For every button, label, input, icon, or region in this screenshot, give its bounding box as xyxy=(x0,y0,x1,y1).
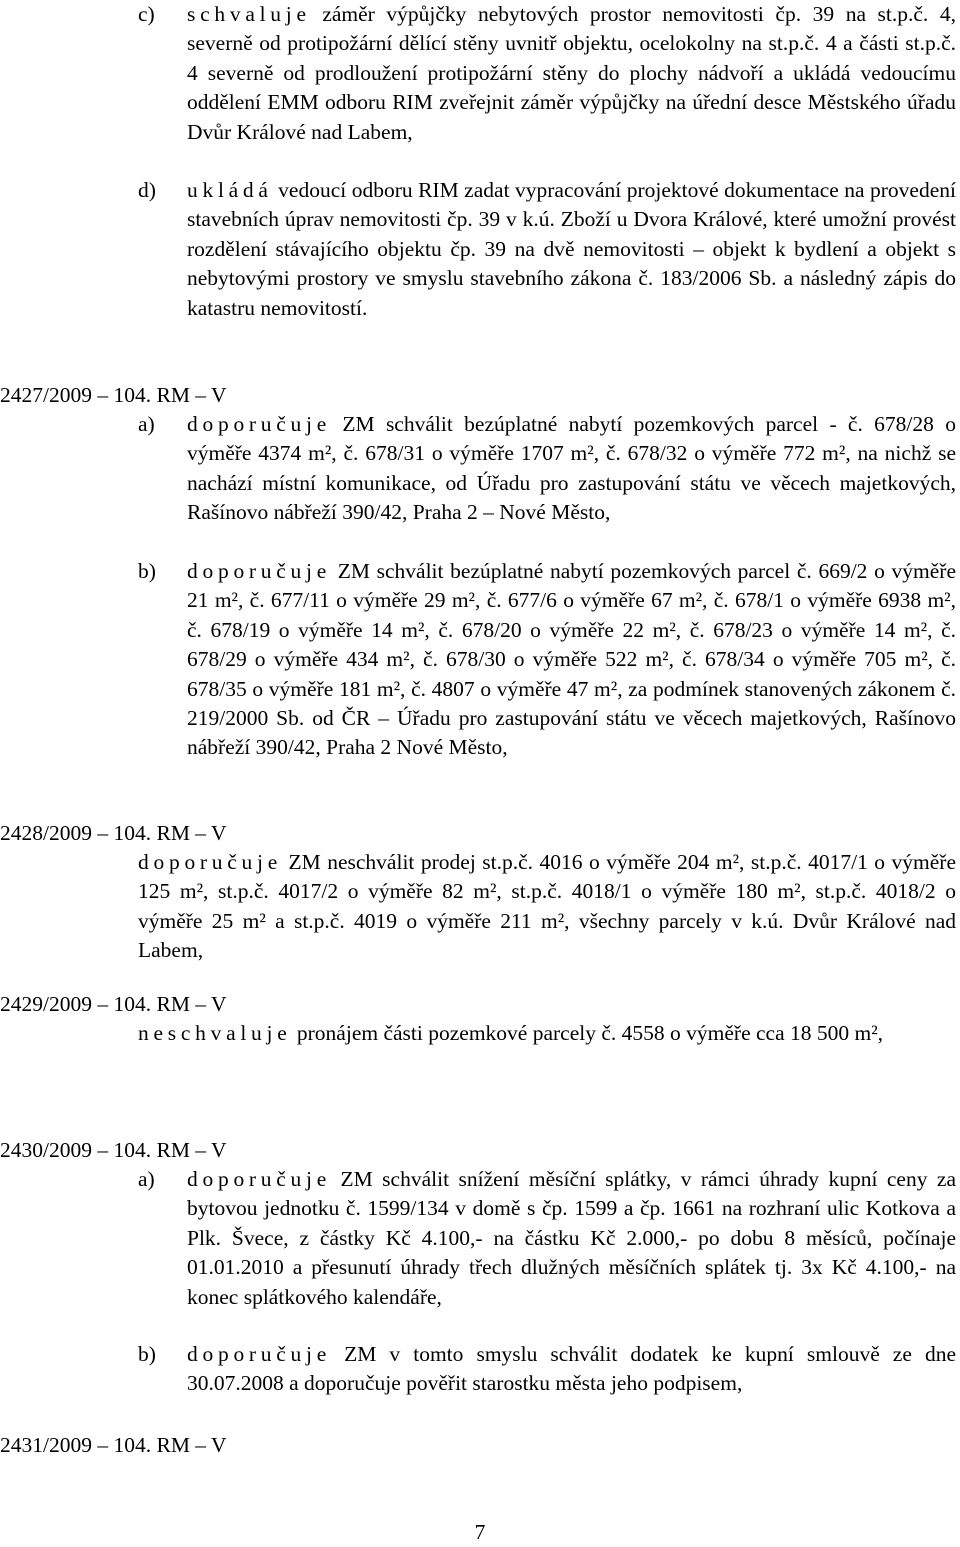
resolution-body-2429 xyxy=(138,1019,956,1048)
item-text: ZM schválit bezúplatné nabytí pozemkových parcel - č. 678/28 o výměře 4374 m², č. 678/31 o výměře 1707 m², č. 678/32 o výměře 772 m², na nichž se nachází místní komunikace, od Úřadu pro zastupování státu ve věcech majetkových, Rašínovo nábřeží 390/42, Praha 2 – Nové Město, xyxy=(187,412,956,525)
item-body xyxy=(187,1165,956,1312)
item-body xyxy=(187,557,956,763)
resolution-header-2428: 2428/2009 – 104. RM – V xyxy=(0,821,227,845)
resolution-header-2429: 2429/2009 – 104. RM – V xyxy=(0,992,227,1016)
item-letter: d) xyxy=(138,178,156,202)
keyword: neschvaluje xyxy=(138,1021,292,1045)
keyword: doporučuje xyxy=(138,850,283,874)
item-text: pronájem části pozemkové parcely č. 4558 o výměře cca 18 500 m², xyxy=(291,1021,884,1045)
item-text: ZM schválit bezúplatné nabytí pozemkových parcel č. 669/2 o výměře 21 m², č. 677/11 o výměře 29 m², č. 677/6 o výměře 67 m², č. 678/1 o výměře 6938 m², č. 678/19 o výměře 14 m², č. 678/20 o výměře 22 m², č. 678/23 o výměře 14 m², č. 678/29 o výměře 434 m², č. 678/30 o výměře 522 m², č. 678/34 o výměře 705 m², č. 678/35 o výměře 181 m², č. 4807 o výměře 47 m², za podmínek stanovených zákonem č. 219/2000 Sb. od ČR – Úřadu pro zastupování státu ve věcech majetkových, Rašínovo nábřeží 390/42, Praha 2 Nové Město, xyxy=(187,559,956,760)
resolution-item-d xyxy=(138,176,956,323)
item-letter: c) xyxy=(138,2,155,26)
resolution-item-2427-b xyxy=(138,557,956,763)
item-text: ZM schválit snížení měsíční splátky, v rámci úhrady kupní ceny za bytovou jednotku č. 1599/134 v domě s čp. 1599 a čp. 1661 na rozhraní ulic Kotkova a Plk. Švece, z částky Kč 4.100,- na částku Kč 2.000,- po dobu 8 měsíců, počínaje 01.01.2010 a přesunutí úhrady třech dlužných měsíčních splátek tj. 3x Kč 4.100,- na konec splátkového kalendáře, xyxy=(187,1167,956,1309)
item-body xyxy=(187,0,956,147)
resolution-item-c xyxy=(138,0,956,147)
resolution-body-2428 xyxy=(138,848,956,966)
item-letter: a) xyxy=(138,1167,155,1191)
keyword: doporučuje xyxy=(187,559,332,583)
item-body xyxy=(187,176,956,323)
item-letter: a) xyxy=(138,412,155,436)
item-body xyxy=(187,1340,956,1399)
keyword: doporučuje xyxy=(187,1342,332,1366)
item-text: ZM v tomto smyslu schválit dodatek ke kupní smlouvě ze dne 30.07.2008 a doporučuje pověřit starostku města jeho podpisem, xyxy=(187,1342,956,1396)
page-number: 7 xyxy=(474,1520,486,1544)
keyword: doporučuje xyxy=(187,1167,332,1191)
item-letter: b) xyxy=(138,559,156,583)
resolution-header-2427: 2427/2009 – 104. RM – V xyxy=(0,383,227,407)
keyword: schvaluje xyxy=(187,2,311,26)
item-text: vedoucí odboru RIM zadat vypracování projektové dokumentace na provedení stavebních úprav nemovitosti čp. 39 v k.ú. Zboží u Dvora Králové, které umožní provést rozdělení stávajícího objektu čp. 39 na dvě nemovitosti – objekt k bydlení a objekt s nebytovými prostory ve smyslu stavebního zákona č. 183/2006 Sb. a následný zápis do katastru nemovitostí. xyxy=(187,178,956,320)
item-body xyxy=(187,410,956,528)
resolution-item-2427-a xyxy=(138,410,956,528)
resolution-item-2430-b xyxy=(138,1340,956,1399)
resolution-item-2430-a xyxy=(138,1165,956,1312)
item-text: záměr výpůjčky nebytových prostor nemovitosti čp. 39 na st.p.č. 4, severně od protipožární dělící stěny uvnitř objektu, ocelokolny na st.p.č. 4 a části st.p.č. 4 severně od prodloužení protipožární stěny do plochy nádvoří a ukládá vedoucímu oddělení EMM odboru RIM zveřejnit záměr výpůjčky na úřední desce Městského úřadu Dvůr Králové nad Labem, xyxy=(187,2,956,144)
keyword: doporučuje xyxy=(187,412,332,436)
resolution-header-2430: 2430/2009 – 104. RM – V xyxy=(0,1138,227,1162)
resolution-header-2431: 2431/2009 – 104. RM – V xyxy=(0,1433,227,1457)
item-text: ZM neschválit prodej st.p.č. 4016 o výměře 204 m², st.p.č. 4017/1 o výměře 125 m², st.p.č. 4017/2 o výměře 82 m², st.p.č. 4018/1 o výměře 180 m², st.p.č. 4018/2 o výměře 25 m² a st.p.č. 4019 o výměře 211 m², všechny parcely v k.ú. Dvůr Králové nad Labem, xyxy=(138,850,956,963)
item-letter: b) xyxy=(138,1342,156,1366)
keyword: ukládá xyxy=(187,178,273,202)
